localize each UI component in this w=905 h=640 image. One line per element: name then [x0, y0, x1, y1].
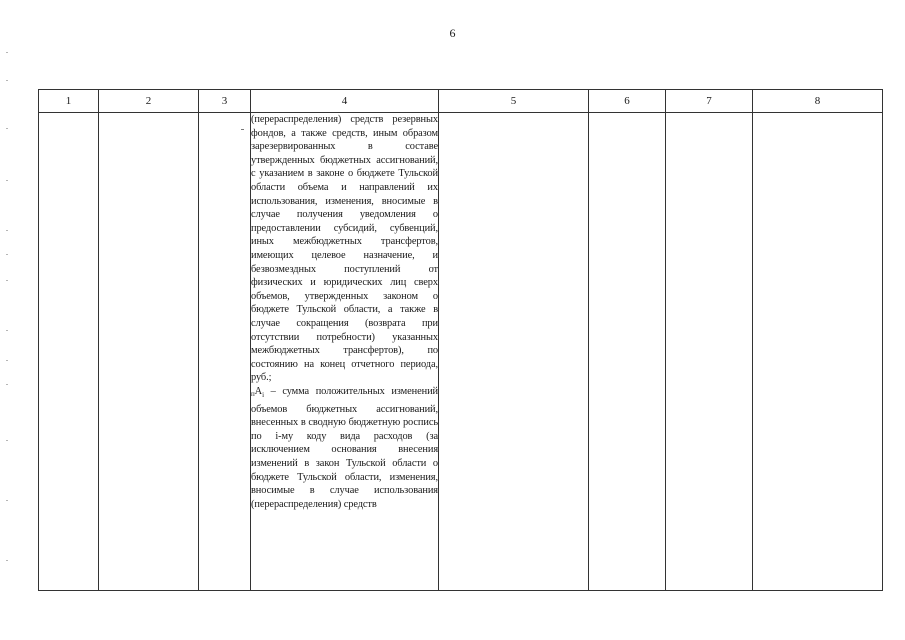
cell-col-1: [39, 113, 99, 591]
column-header-4: 4: [251, 90, 439, 113]
cell-col-3: [199, 113, 251, 591]
table-header-row: [39, 90, 883, 113]
formula-symbol-main: A: [254, 385, 263, 397]
column-header-3: 3: [199, 90, 251, 113]
table-row: [39, 113, 883, 591]
cell-4-paragraph-2-text: – сумма положительных изменений объемов бюджетных ассигнований, внесенных в сводную бюджетную роспись по i-му коду вида расходов (за исключением основания внесения изменений в закон Тульской области о бюджете Тульской области, изменения, вносимые в случае использования (перераспределения) средств: [251, 385, 438, 510]
budget-table: [38, 89, 883, 591]
cell-col-4: [251, 113, 439, 591]
column-header-5: 5: [439, 90, 589, 113]
cell-col-7: [666, 113, 753, 591]
column-header-7: 7: [666, 90, 753, 113]
formula-symbol: [251, 386, 264, 397]
column-header-2: 2: [99, 90, 199, 113]
cell-col-5: [439, 113, 589, 591]
formula-symbol-prefix: п: [251, 389, 255, 398]
formula-symbol-subscript: i: [262, 390, 264, 399]
column-header-8: 8: [753, 90, 883, 113]
scan-edge-marks: [6, 40, 18, 600]
cell-4-paragraph-1: (перераспределения) средств резервных фондов, а также средств, иным образом зарезервированных в составе утвержденных бюджетных ассигнований, с указанием в законе о бюджете Тульской области объема и направлений их использования, изменения, вносимые в случае получения уведомления о предоставлении субсидий, субвенций, иных межбюджетных трансфертов, имеющих целевое назначение, и безвозмездных поступлений от физических и юридических лиц сверх объемов, утвержденных законом о бюджете Тульской области, а также в случае сокращения (возврата при отсутствии потребности) указанных межбюджетных трансфертов), по состоянию на конец отчетного периода, руб.;: [251, 114, 438, 384]
column-header-6: 6: [589, 90, 666, 113]
cell-col-2: [99, 113, 199, 591]
page-number: 6: [449, 26, 456, 40]
scan-tick-mark: [241, 129, 244, 130]
cell-4-paragraph-2: [251, 385, 438, 511]
cell-col-6: [589, 113, 666, 591]
column-header-1: 1: [39, 90, 99, 113]
cell-col-8: [753, 113, 883, 591]
